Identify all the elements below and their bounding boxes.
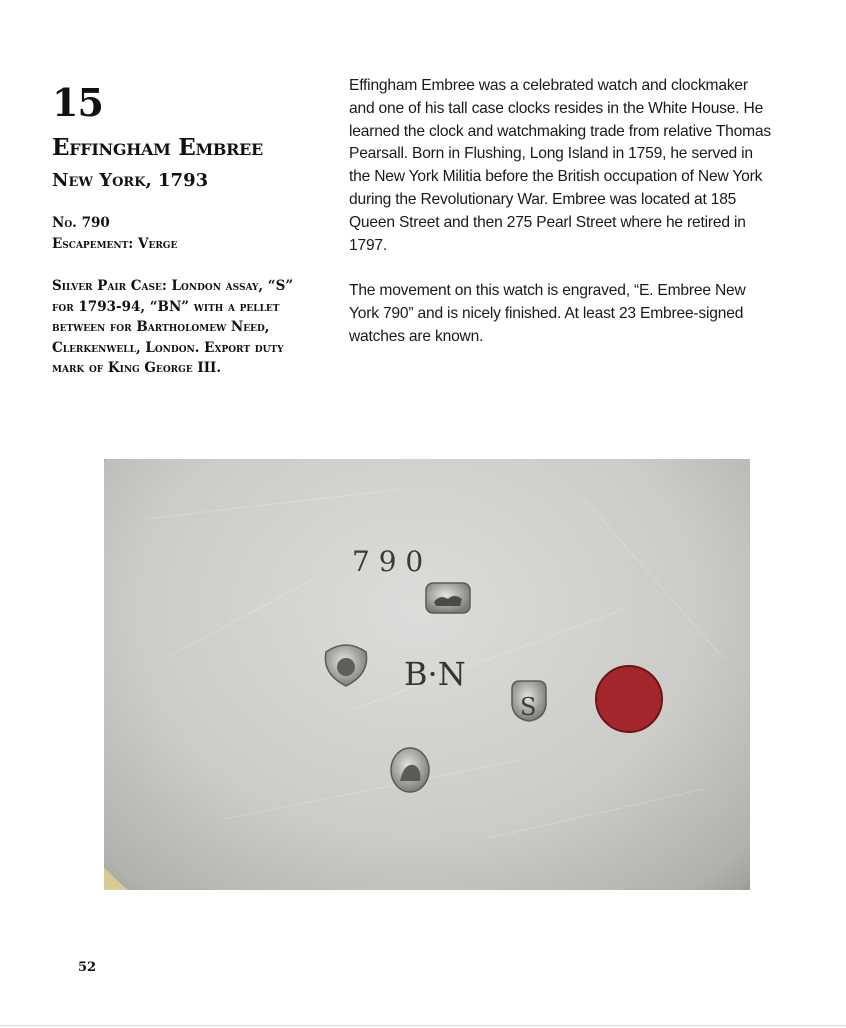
place-date: New York, 1793	[52, 170, 209, 191]
paragraph-history: Effingham Embree was a celebrated watch and clockmaker and one of his tall case clocks resides in the White House. He learned the clock and watchmaking trade from relative Thomas Pearsall. Born in Flushing, Long Island in 1759, he served in the New York Militia before the British occupation of New York during the Revolutionary War. Embree was located at 185 Queen Street and then 275 Pearl Street where he retired in 1797.	[349, 77, 771, 254]
page-divider	[0, 1025, 846, 1026]
body-text	[349, 75, 774, 372]
spec-escapement: Escapement: Verge	[52, 236, 178, 252]
paragraph-movement: The movement on this watch is engraved, “E. Embree New York 790” and is nicely finished. At least 23 Embree-signed watches are known.	[349, 282, 746, 345]
page-number: 52	[78, 960, 97, 975]
maker-name: Effingham Embree	[52, 134, 263, 161]
red-dot	[596, 666, 662, 732]
lot-number: 15	[52, 80, 103, 125]
watch-specs	[52, 213, 177, 255]
date-letter: S	[520, 693, 537, 721]
spec-number: No. 790	[52, 215, 110, 231]
hallmarks-photo	[104, 459, 750, 890]
makers-mark: B·N	[404, 655, 466, 693]
case-description: Silver Pair Case: London assay, “S” for 1793-94, “BN” with a pellet between for Bartholomew Need, Clerkenwell, London. Export duty mark of King George III.	[52, 278, 294, 376]
engraved-number: 7 9 0	[352, 545, 424, 578]
lion-passant-mark	[426, 583, 470, 613]
